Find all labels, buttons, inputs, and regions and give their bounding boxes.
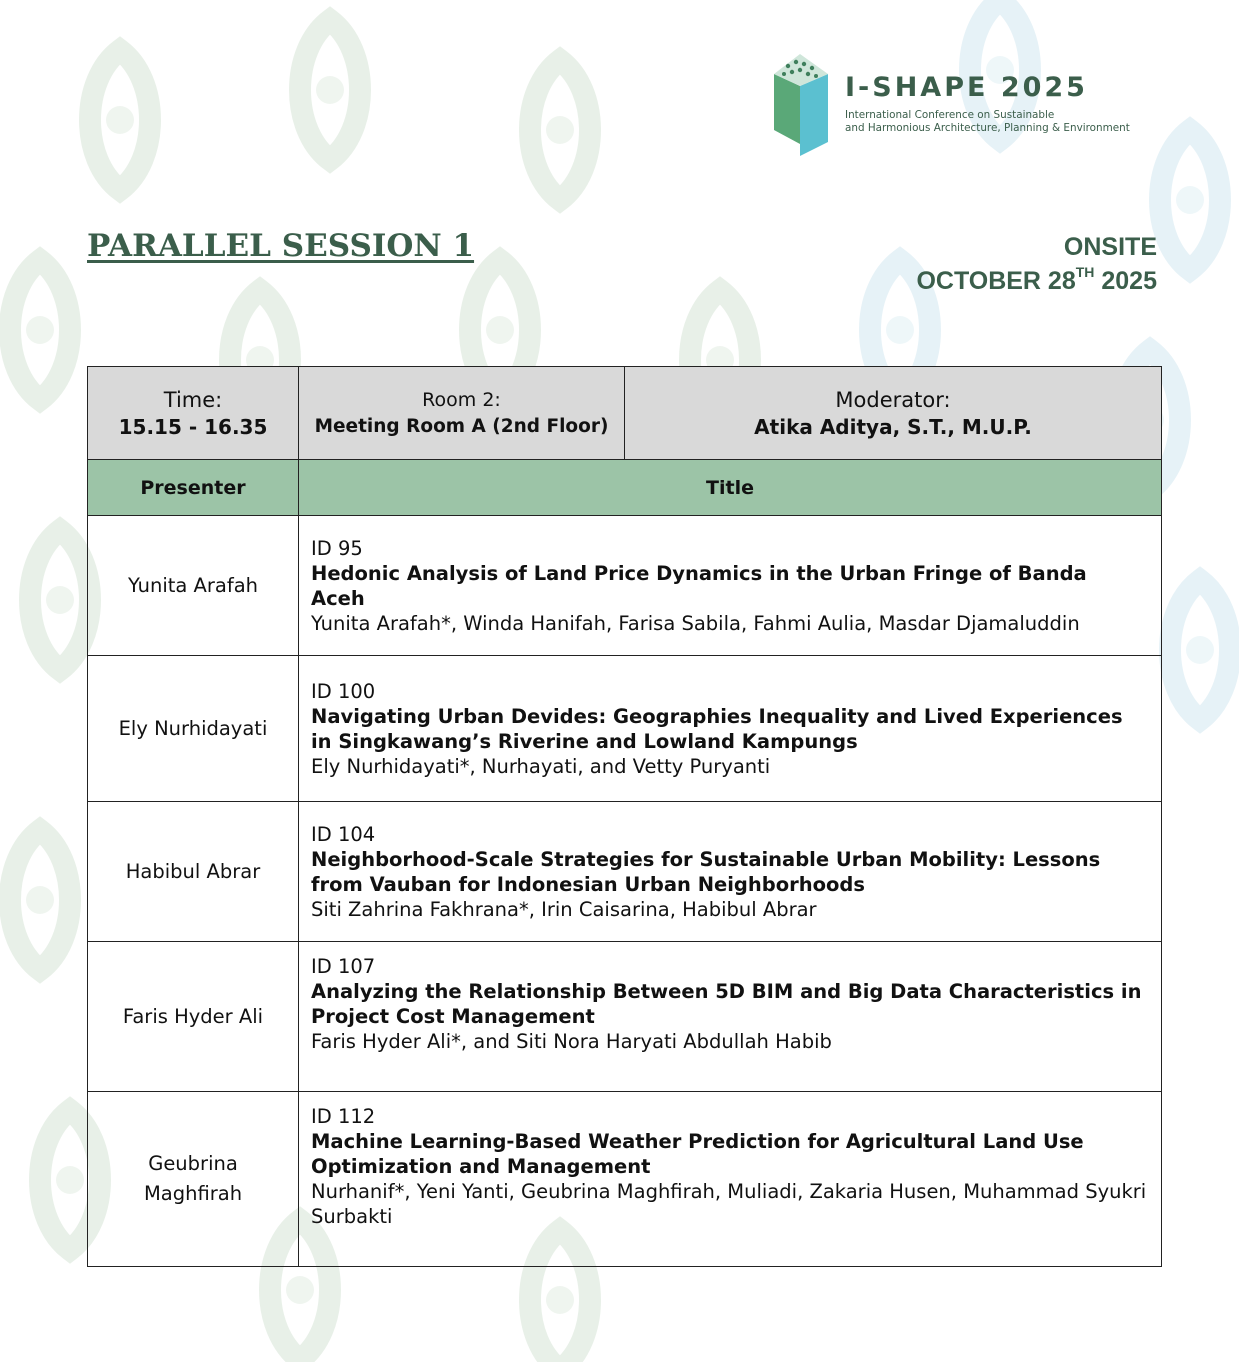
paper-id: ID 112	[311, 1105, 376, 1128]
paper-id: ID 104	[311, 822, 376, 846]
session-date-suffix: TH	[1075, 264, 1095, 280]
presenter-name: Yunita Arafah	[88, 516, 299, 656]
column-header-row	[88, 460, 1162, 516]
paper-authors: Nurhanif*, Yeni Yanti, Geubrina Maghfirah, Muliadi, Zakaria Husen, Muhammad Syukri Surbakti	[311, 1180, 1147, 1228]
paper-title: Neighborhood-Scale Strategies for Sustainable Urban Mobility: Lessons from Vauban for Indonesian Urban Neighborhoods	[311, 847, 1101, 896]
presenter-name-text: Geubrina Maghfirah	[143, 1152, 243, 1205]
presenter-column-header: Presenter	[88, 460, 299, 516]
moderator-value: Atika Aditya, S.T., M.U.P.	[754, 414, 1032, 439]
paper-title: Analyzing the Relationship Between 5D BIM and Big Data Characteristics in Project Cost Management	[311, 980, 1142, 1028]
session-meta-row	[88, 367, 1162, 460]
table-row	[88, 942, 1162, 1092]
paper-cell	[299, 656, 1162, 802]
paper-id: ID 100	[311, 679, 376, 703]
logo-subtitle-line1: International Conference on Sustainable	[845, 109, 1055, 121]
schedule-table	[87, 366, 1162, 1267]
table-row	[88, 802, 1162, 942]
conference-logo	[770, 52, 1170, 162]
paper-title: Navigating Urban Devides: Geographies Inequality and Lived Experiences in Singkawang’s Riverine and Lowland Kampungs	[311, 704, 1123, 753]
room-cell	[299, 367, 625, 460]
paper-cell	[299, 1092, 1162, 1267]
time-label: Time:	[163, 387, 223, 412]
presenter-name: Faris Hyder Ali	[88, 942, 299, 1092]
logo-subtitle-line2: and Harmonious Architecture, Planning & Environment	[845, 121, 1130, 134]
paper-authors: Yunita Arafah*, Winda Hanifah, Farisa Sabila, Fahmi Aulia, Masdar Djamaluddin	[311, 611, 1080, 635]
session-date-prefix: OCTOBER 28	[916, 267, 1076, 295]
paper-id: ID 95	[311, 536, 363, 560]
paper-cell	[299, 516, 1162, 656]
paper-authors: Siti Zahrina Fakhrana*, Irin Caisarina, Habibul Abrar	[311, 897, 817, 921]
table-row	[88, 656, 1162, 802]
table-row	[88, 1092, 1162, 1267]
presenter-name	[88, 1092, 299, 1267]
paper-title: Machine Learning-Based Weather Prediction for Agricultural Land Use Optimization and Management	[311, 1130, 1084, 1178]
room-value: Meeting Room A (2nd Floor)	[314, 415, 609, 437]
time-cell	[88, 367, 299, 460]
title-column-header: Title	[299, 460, 1162, 516]
session-date-year: 2025	[1101, 267, 1157, 295]
presenter-name: Ely Nurhidayati	[88, 656, 299, 802]
paper-id: ID 107	[311, 955, 376, 978]
session-title: PARALLEL SESSION 1	[87, 228, 475, 264]
moderator-cell	[625, 367, 1162, 460]
logo-title: I-SHAPE 2025	[845, 72, 1088, 103]
room-label: Room 2:	[422, 388, 501, 411]
session-date	[916, 264, 1157, 298]
moderator-label: Moderator:	[835, 387, 951, 412]
cube-logo-icon	[770, 52, 832, 158]
time-value: 15.15 - 16.35	[118, 414, 268, 439]
paper-cell	[299, 802, 1162, 942]
paper-cell	[299, 942, 1162, 1092]
table-row	[88, 516, 1162, 656]
paper-title: Hedonic Analysis of Land Price Dynamics in the Urban Fringe of Banda Aceh	[311, 561, 1087, 610]
session-mode-date	[916, 230, 1157, 298]
presenter-name: Habibul Abrar	[88, 802, 299, 942]
paper-authors: Ely Nurhidayati*, Nurhayati, and Vetty Puryanti	[311, 754, 771, 778]
paper-authors: Faris Hyder Ali*, and Siti Nora Haryati Abdullah Habib	[311, 1030, 832, 1053]
logo-subtitle	[845, 109, 1130, 134]
session-mode: ONSITE	[1063, 233, 1157, 261]
